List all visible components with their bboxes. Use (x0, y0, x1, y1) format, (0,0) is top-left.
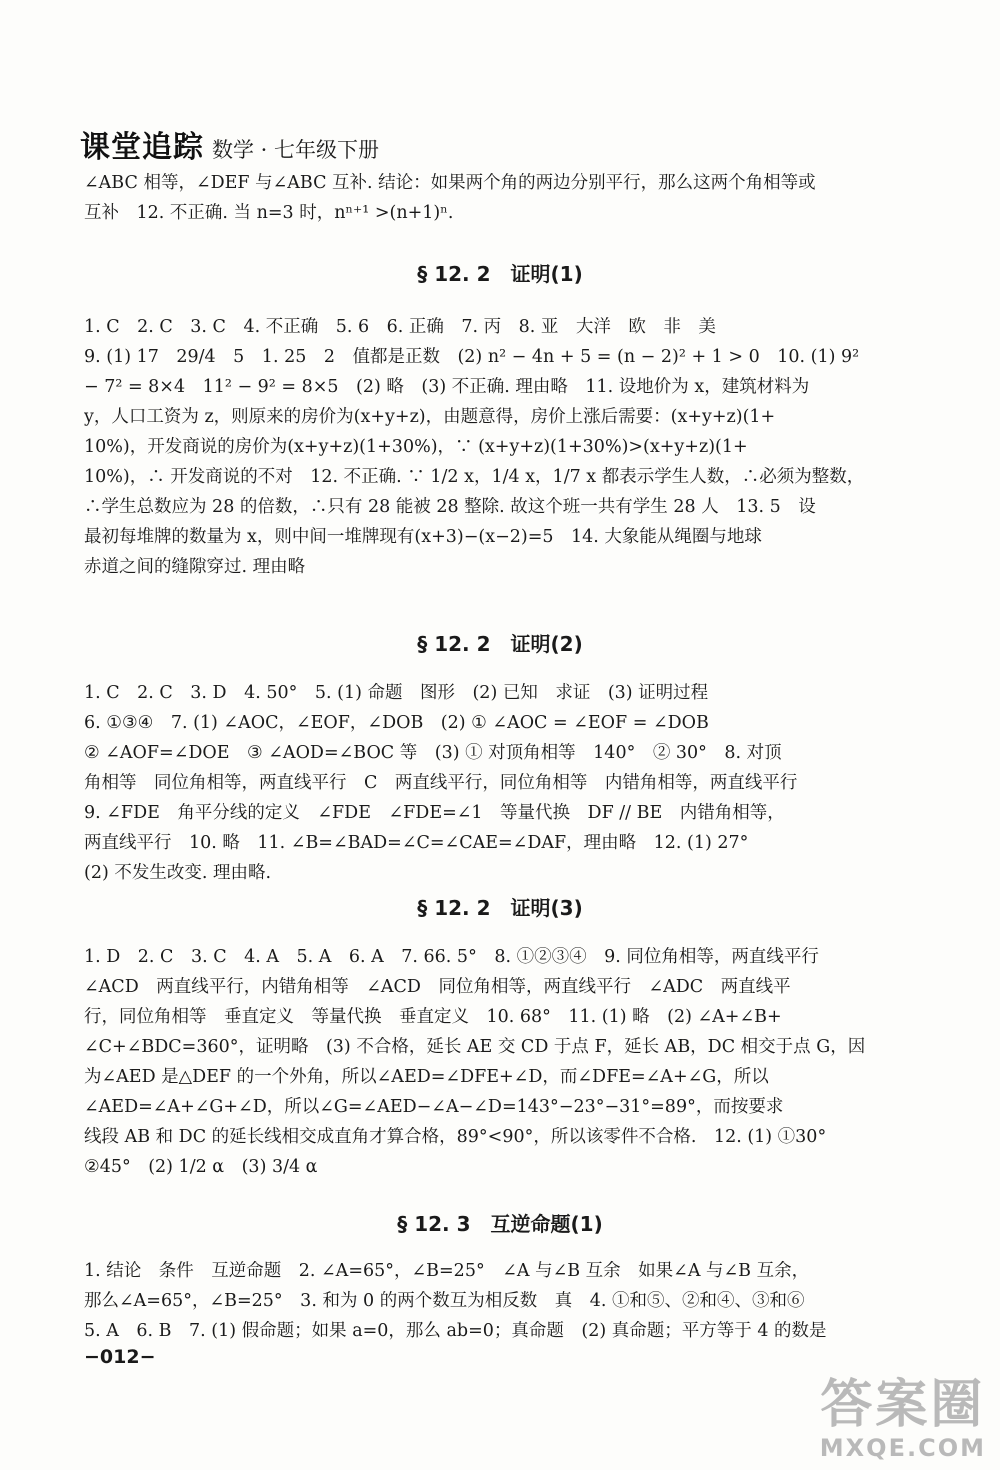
intro-paragraph (84, 168, 914, 228)
text-line: ∠ACD 两直线平行，内错角相等 ∠ACD 同位角相等，两直线平行 ∠ADC 两直线平 (84, 977, 791, 997)
text-line: − 7² = 8×4 11² − 9² = 8×5 (2) 略 (3) 不正确. 理由略 11. 设地价为 x，建筑材料为 (84, 377, 810, 397)
text-line: 两直线平行 10. 略 11. ∠B=∠BAD=∠C=∠CAE=∠DAF，理由略 12. (1) 27° (84, 833, 749, 853)
text-line: 角相等 同位角相等，两直线平行 C 两直线平行，同位角相等 内错角相等，两直线平行 (84, 773, 798, 793)
brand-logo: 课堂追踪 (80, 130, 204, 165)
text-line: 9. ∠FDE 角平分线的定义 ∠FDE ∠FDE=∠1 等量代换 DF // BE 内错角相等， (84, 803, 785, 823)
text-line: 1. C 2. C 3. C 4. 不正确 5. 6 6. 正确 7. 丙 8. 亚 大洋 欧 非 美 (84, 317, 716, 337)
watermark (820, 1376, 986, 1462)
text-line: ② ∠AOF=∠DOE ③ ∠AOD=∠BOC 等 (3) ① 对顶角相等 140° ② 30° 8. 对顶 (84, 743, 782, 763)
section-title: § 12. 2 证明(1) (417, 262, 583, 286)
text-line: 线段 AB 和 DC 的延长线相交成直角才算合格，89°<90°，所以该零件不合格. 12. (1) ①30° (84, 1127, 827, 1147)
section-answers (84, 942, 914, 1182)
section-answers (84, 678, 914, 888)
section-title: § 12. 3 互逆命题(1) (397, 1212, 603, 1236)
book-subject: 数学 · 七年级下册 (212, 138, 380, 162)
text-line: 行，同位角相等 垂直定义 等量代换 垂直定义 10. 68° 11. (1) 略 (2) ∠A+∠B+ (84, 1007, 782, 1027)
text-line: 1. C 2. C 3. D 4. 50° 5. (1) 命题 图形 (2) 已知 求证 (3) 证明过程 (84, 683, 709, 703)
text-line: 1. D 2. C 3. C 4. A 5. A 6. A 7. 66. 5° 8. ①②③④ 9. 同位角相等，两直线平行 (84, 947, 819, 967)
text-line: 最初每堆牌的数量为 x，则中间一堆牌现有(x+3)−(x−2)=5 14. 大象能从绳圈与地球 (84, 527, 762, 547)
page-number: −012− (84, 1346, 156, 1368)
text-line: ∠AED=∠A+∠G+∠D，所以∠G=∠AED−∠A−∠D=143°−23°−31°=89°，而按要求 (84, 1097, 784, 1117)
section-title: § 12. 2 证明(3) (417, 896, 583, 920)
watermark-url: MXQE.COM (819, 1434, 986, 1462)
text-line: (2) 不发生改变. 理由略. (84, 863, 272, 883)
text-line: 9. (1) 17 29/4 5 1. 25 2 值都是正数 (2) n² − 4n + 5 = (n − 2)² + 1 > 0 10. (1) 9² (84, 347, 860, 367)
text-line: ∴学生总数应为 28 的倍数，∴只有 28 能被 28 整除. 故这个班一共有学生 28 人 13. 5 设 (84, 497, 816, 517)
section-title: § 12. 2 证明(2) (417, 632, 583, 656)
text-line: ∠C+∠BDC=360°，证明略 (3) 不合格，延长 AE 交 CD 于点 F，延长 AB，DC 相交于点 G，因 (84, 1037, 866, 1057)
text-line: ∠ABC 相等，∠DEF 与∠ABC 互补. 结论：如果两个角的两边分别平行，那么这两个角相等或 (84, 173, 816, 193)
text-line: 互补 12. 不正确. 当 n=3 时，nⁿ⁺¹ >(n+1)ⁿ. (84, 203, 454, 223)
watermark-logo: 答案圈 (820, 1375, 986, 1435)
text-line: 1. 结论 条件 互逆命题 2. ∠A=65°，∠B=25° ∠A 与∠B 互余 如果∠A 与∠B 互余， (84, 1261, 810, 1281)
text-line: 那么∠A=65°，∠B=25° 3. 和为 0 的两个数互为相反数 真 4. ①和⑤、②和④、③和⑥ (84, 1291, 805, 1311)
text-line: 10%)，∴ 开发商说的不对 12. 不正确. ∵ 1/2 x，1/4 x，1/7 x 都表示学生人数，∴必须为整数， (84, 467, 865, 487)
section-answers (84, 1256, 914, 1346)
text-line: 10%)，开发商说的房价为(x+y+z)(1+30%)，∵ (x+y+z)(1+30%)>(x+y+z)(1+ (84, 437, 748, 457)
text-line: 为∠AED 是△DEF 的一个外角，所以∠AED=∠DFE+∠D，而∠DFE=∠A+∠G，所以 (84, 1067, 769, 1087)
page-header (80, 122, 379, 166)
section-answers (84, 312, 914, 582)
text-line: 赤道之间的缝隙穿过. 理由略 (84, 557, 306, 577)
text-line: 6. ①③④ 7. (1) ∠AOC，∠EOF，∠DOB (2) ① ∠AOC = ∠EOF = ∠DOB (84, 713, 709, 733)
text-line: y，人口工资为 z，则原来的房价为(x+y+z)，由题意得，房价上涨后需要：(x+y+z)(1+ (84, 407, 776, 427)
text-line: 5. A 6. B 7. (1) 假命题；如果 a=0，那么 ab=0；真命题 (2) 真命题；平方等于 4 的数是 (84, 1321, 827, 1341)
text-line: ②45° (2) 1/2 α (3) 3/4 α (84, 1157, 318, 1177)
